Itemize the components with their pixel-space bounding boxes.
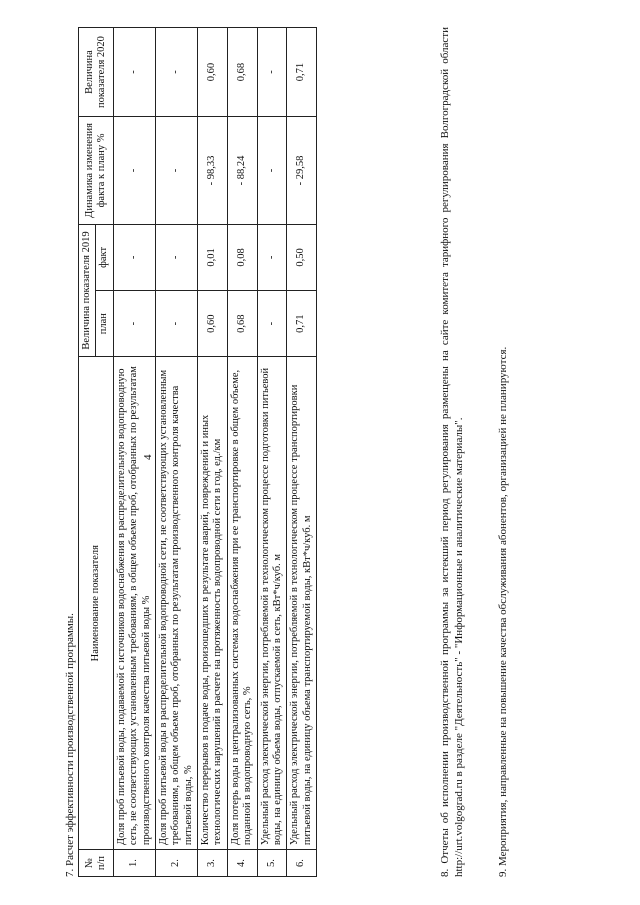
row-name: Удельный расход электрической энергии, потребляемой в технологическом процессе подготовки питьевой воды, на единицу объема воды, отпускаемой в сеть, кВт*ч/куб. м [257,357,287,850]
row-plan: - [257,291,287,357]
row-name: Доля потерь воды в централизованных системах водоснабжения при ее транспортировке в общем объеме, поданной в водопроводную сеть, % [227,357,257,850]
row-num: 2. [155,850,197,877]
row-name: Удельный расход электрической энергии, потребляемой в технологическом процессе транспортировки питьевой воды, на единицу объема транспортируемой воды, кВт*ч/куб. м [287,357,317,850]
header-value-2019: Величина показателя 2019 [79,224,96,357]
table-row [198,28,228,877]
header-num: № п/п [79,850,114,877]
row-num: 3. [198,850,228,877]
row-num: 1. [113,850,155,877]
row-dynamics: - 88,24 [227,117,257,225]
row-num: 4. [227,850,257,877]
row-dynamics: - [113,117,155,225]
row-num: 5. [257,850,287,877]
row-value-2020: - [155,28,197,117]
header-name: Наименование показателя [79,357,114,850]
row-plan: 0,60 [198,291,228,357]
header-value-2020: Величина показателя 2020 [79,28,114,117]
row-dynamics: - [257,117,287,225]
paragraph-8-reports: 8. Отчеты об исполнении производственной программы за истекший период регулирования размещены на сайте комитета тарифного регулирования Волгоградской области http://urt.volgograd.ru в разделе "Деятельность" - "Информационные и аналитические материалы". [439,27,466,877]
efficiency-table [78,27,317,877]
row-fact: - [113,224,155,290]
table-row [257,28,287,877]
table-header-row [79,28,96,877]
row-fact: - [155,224,197,290]
row-plan: 0,71 [287,291,317,357]
row-value-2020: 0,60 [198,28,228,117]
row-name: Количество перерывов в подаче воды, произошедших в результате аварий, повреждений и иных технологических нарушений в расчете на протяженность водопроводной сети в год, ед./км [198,357,228,850]
header-plan: план [96,291,113,357]
row-plan: - [113,291,155,357]
section-title: 7. Расчет эффективности производственной программы. [64,613,76,877]
table-row [155,28,197,877]
row-dynamics: - [155,117,197,225]
row-value-2020: - [113,28,155,117]
row-value-2020: 0,71 [287,28,317,117]
row-fact: - [257,224,287,290]
row-num: 6. [287,850,317,877]
row-dynamics: - 98,33 [198,117,228,225]
table-row [113,28,155,877]
row-fact: 0,08 [227,224,257,290]
paragraph-9-measures: 9. Мероприятия, направленные на повышение качества обслуживания абонентов, организацией не планируются. [497,346,509,877]
table-row [287,28,317,877]
table-row [227,28,257,877]
row-value-2020: - [257,28,287,117]
row-name: Доля проб питьевой воды в распределительной водопроводной сети, не соответствующих установленным требованиям, в общем объеме проб, отобранных по результатам производственного контроля качества питьевой воды, % [155,357,197,850]
row-name: Доля проб питьевой воды, подаваемой с источников водоснабжения в распределительную водопроводную сеть, не соответствующих установленным требованиям, в общем объеме проб, отобранных по результатам производственного контроля качества питьевой воды % [113,357,155,850]
row-fact: 0,01 [198,224,228,290]
row-value-2020: 0,68 [227,28,257,117]
row-plan: 0,68 [227,291,257,357]
header-dynamics: Динамика изменения факта к плану % [79,117,114,225]
header-fact: факт [96,224,113,290]
row-plan: - [155,291,197,357]
row-dynamics: - 29,58 [287,117,317,225]
page-number: 4 [142,454,154,460]
row-fact: 0,50 [287,224,317,290]
